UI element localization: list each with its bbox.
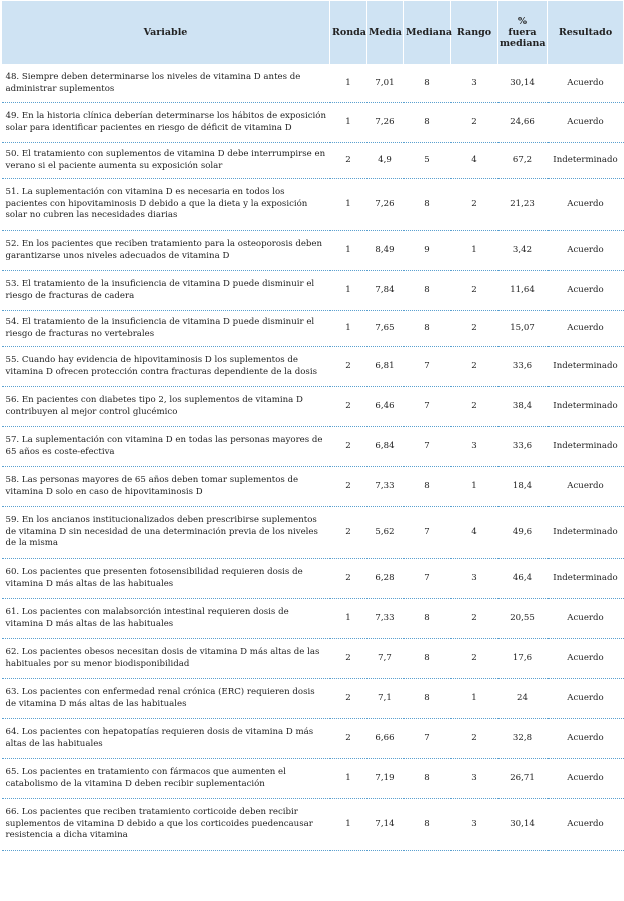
cell-mediana: 8 [404, 467, 451, 507]
table-row [2, 271, 624, 311]
cell-fuera: 30,14 [498, 799, 548, 851]
cell-fuera: 49,6 [498, 507, 548, 559]
header-fuera-line3: mediana [500, 38, 546, 49]
cell-mediana: 9 [404, 231, 451, 271]
cell-resultado: Acuerdo [548, 65, 624, 103]
cell-ronda: 1 [330, 65, 367, 103]
cell-mediana: 8 [404, 679, 451, 719]
cell-mediana: 8 [404, 179, 451, 231]
cell-mediana: 7 [404, 347, 451, 387]
cell-variable: 51. La suplementación con vitamina D es necesaria en todos los pacientes con hipovitaminosis D debido a que la dieta y la exposición solar no cubren las necesidades diarias [2, 179, 330, 231]
table-row [2, 179, 624, 231]
cell-fuera: 3,42 [498, 231, 548, 271]
cell-fuera: 20,55 [498, 599, 548, 639]
cell-variable: 57. La suplementación con vitamina D en todas las personas mayores de 65 años es coste-efectiva [2, 427, 330, 467]
cell-rango: 3 [451, 799, 498, 851]
cell-media: 7,65 [367, 311, 404, 347]
header-fuera-line2: fuera [508, 27, 537, 38]
header-media: Media [367, 1, 404, 65]
cell-rango: 3 [451, 65, 498, 103]
cell-resultado: Acuerdo [548, 231, 624, 271]
cell-fuera: 26,71 [498, 759, 548, 799]
table-row [2, 599, 624, 639]
cell-media: 8,49 [367, 231, 404, 271]
cell-ronda: 2 [330, 719, 367, 759]
cell-mediana: 7 [404, 719, 451, 759]
header-fuera-line1: % [517, 16, 528, 27]
cell-resultado: Acuerdo [548, 679, 624, 719]
cell-rango: 2 [451, 639, 498, 679]
cell-ronda: 1 [330, 311, 367, 347]
cell-variable: 58. Las personas mayores de 65 años deben tomar suplementos de vitamina D solo en caso de hipovitaminosis D [2, 467, 330, 507]
header-resultado: Resultado [548, 1, 624, 65]
cell-fuera: 17,6 [498, 639, 548, 679]
cell-media: 4,9 [367, 143, 404, 179]
cell-resultado: Indeterminado [548, 559, 624, 599]
cell-ronda: 1 [330, 179, 367, 231]
cell-fuera: 30,14 [498, 65, 548, 103]
cell-fuera: 46,4 [498, 559, 548, 599]
table-row [2, 231, 624, 271]
cell-mediana: 7 [404, 427, 451, 467]
cell-ronda: 2 [330, 559, 367, 599]
cell-ronda: 2 [330, 679, 367, 719]
cell-rango: 1 [451, 231, 498, 271]
cell-rango: 3 [451, 759, 498, 799]
cell-fuera: 18,4 [498, 467, 548, 507]
cell-media: 7,7 [367, 639, 404, 679]
cell-mediana: 8 [404, 65, 451, 103]
cell-fuera: 11,64 [498, 271, 548, 311]
cell-mediana: 8 [404, 639, 451, 679]
header-rango: Rango [451, 1, 498, 65]
cell-media: 7,1 [367, 679, 404, 719]
cell-ronda: 1 [330, 231, 367, 271]
cell-media: 6,46 [367, 387, 404, 427]
cell-resultado: Acuerdo [548, 599, 624, 639]
cell-rango: 2 [451, 599, 498, 639]
table-row [2, 679, 624, 719]
cell-mediana: 7 [404, 387, 451, 427]
cell-resultado: Indeterminado [548, 427, 624, 467]
table-body [2, 65, 624, 851]
cell-ronda: 1 [330, 103, 367, 143]
cell-fuera: 38,4 [498, 387, 548, 427]
cell-resultado: Acuerdo [548, 103, 624, 143]
table-row [2, 103, 624, 143]
cell-media: 7,33 [367, 467, 404, 507]
table-row [2, 347, 624, 387]
cell-rango: 1 [451, 679, 498, 719]
cell-media: 7,14 [367, 799, 404, 851]
header-mediana: Mediana [404, 1, 451, 65]
header-ronda: Ronda [330, 1, 367, 65]
cell-rango: 3 [451, 559, 498, 599]
cell-media: 7,19 [367, 759, 404, 799]
cell-resultado: Acuerdo [548, 799, 624, 851]
cell-variable: 48. Siempre deben determinarse los niveles de vitamina D antes de administrar suplementos [2, 65, 330, 103]
cell-ronda: 2 [330, 507, 367, 559]
table-row [2, 559, 624, 599]
cell-variable: 64. Los pacientes con hepatopatías requieren dosis de vitamina D más altas de las habituales [2, 719, 330, 759]
cell-ronda: 1 [330, 599, 367, 639]
cell-rango: 2 [451, 387, 498, 427]
results-table [1, 0, 624, 851]
cell-mediana: 8 [404, 599, 451, 639]
cell-resultado: Indeterminado [548, 387, 624, 427]
cell-fuera: 24,66 [498, 103, 548, 143]
cell-variable: 63. Los pacientes con enfermedad renal crónica (ERC) requieren dosis de vitamina D más altas de las habituales [2, 679, 330, 719]
cell-resultado: Acuerdo [548, 271, 624, 311]
cell-variable: 53. El tratamiento de la insuficiencia de vitamina D puede disminuir el riesgo de fracturas de cadera [2, 271, 330, 311]
cell-fuera: 24 [498, 679, 548, 719]
cell-media: 7,01 [367, 65, 404, 103]
cell-resultado: Acuerdo [548, 467, 624, 507]
cell-mediana: 8 [404, 271, 451, 311]
cell-media: 6,28 [367, 559, 404, 599]
table-row [2, 143, 624, 179]
cell-variable: 49. En la historia clínica deberían determinarse los hábitos de exposición solar para identificar pacientes en riesgo de déficit de vitamina D [2, 103, 330, 143]
cell-fuera: 33,6 [498, 347, 548, 387]
cell-resultado: Acuerdo [548, 759, 624, 799]
cell-ronda: 2 [330, 639, 367, 679]
table-row [2, 427, 624, 467]
cell-resultado: Acuerdo [548, 179, 624, 231]
cell-mediana: 8 [404, 759, 451, 799]
cell-resultado: Acuerdo [548, 311, 624, 347]
cell-resultado: Indeterminado [548, 143, 624, 179]
table-row [2, 639, 624, 679]
cell-ronda: 2 [330, 387, 367, 427]
cell-variable: 59. En los ancianos institucionalizados deben prescribirse suplementos de vitamina D sin necesidad de una determinación previa de los niveles de la misma [2, 507, 330, 559]
table-row [2, 719, 624, 759]
header-variable: Variable [2, 1, 330, 65]
cell-ronda: 1 [330, 271, 367, 311]
header-row [2, 1, 624, 65]
cell-media: 6,84 [367, 427, 404, 467]
cell-media: 6,81 [367, 347, 404, 387]
table-row [2, 507, 624, 559]
cell-media: 7,84 [367, 271, 404, 311]
cell-ronda: 2 [330, 427, 367, 467]
cell-mediana: 7 [404, 559, 451, 599]
table-row [2, 311, 624, 347]
table-row [2, 467, 624, 507]
cell-ronda: 2 [330, 467, 367, 507]
cell-variable: 54. El tratamiento de la insuficiencia de vitamina D puede disminuir el riesgo de fracturas no vertebrales [2, 311, 330, 347]
cell-rango: 2 [451, 103, 498, 143]
cell-ronda: 1 [330, 759, 367, 799]
cell-media: 7,33 [367, 599, 404, 639]
cell-resultado: Acuerdo [548, 719, 624, 759]
header-fuera-mediana [498, 1, 548, 65]
cell-variable: 60. Los pacientes que presenten fotosensibilidad requieren dosis de vitamina D más altas de las habituales [2, 559, 330, 599]
cell-rango: 2 [451, 271, 498, 311]
table-row [2, 759, 624, 799]
cell-variable: 66. Los pacientes que reciben tratamiento corticoide deben recibir suplementos de vitamina D debido a que los corticoides puedencausar resistencia a dicha vitamina [2, 799, 330, 851]
cell-resultado: Indeterminado [548, 347, 624, 387]
cell-mediana: 8 [404, 311, 451, 347]
cell-variable: 50. El tratamiento con suplementos de vitamina D debe interrumpirse en verano si el paciente aumenta su exposición solar [2, 143, 330, 179]
cell-media: 5,62 [367, 507, 404, 559]
cell-variable: 56. En pacientes con diabetes tipo 2, los suplementos de vitamina D contribuyen al mejor control glucémico [2, 387, 330, 427]
cell-fuera: 15,07 [498, 311, 548, 347]
cell-resultado: Acuerdo [548, 639, 624, 679]
cell-fuera: 33,6 [498, 427, 548, 467]
cell-variable: 55. Cuando hay evidencia de hipovitaminosis D los suplementos de vitamina D ofrecen protección contra fracturas dependiente de la dosis [2, 347, 330, 387]
cell-resultado: Indeterminado [548, 507, 624, 559]
cell-rango: 2 [451, 311, 498, 347]
cell-rango: 3 [451, 427, 498, 467]
table-row [2, 65, 624, 103]
cell-rango: 2 [451, 719, 498, 759]
cell-rango: 4 [451, 143, 498, 179]
table-row [2, 799, 624, 851]
cell-variable: 65. Los pacientes en tratamiento con fármacos que aumenten el catabolismo de la vitamina D deben recibir suplementación [2, 759, 330, 799]
cell-mediana: 7 [404, 507, 451, 559]
cell-ronda: 2 [330, 347, 367, 387]
cell-media: 6,66 [367, 719, 404, 759]
cell-media: 7,26 [367, 179, 404, 231]
cell-mediana: 8 [404, 799, 451, 851]
cell-mediana: 8 [404, 103, 451, 143]
cell-variable: 61. Los pacientes con malabsorción intestinal requieren dosis de vitamina D más altas de las habituales [2, 599, 330, 639]
cell-fuera: 32,8 [498, 719, 548, 759]
cell-fuera: 21,23 [498, 179, 548, 231]
cell-mediana: 5 [404, 143, 451, 179]
cell-fuera: 67,2 [498, 143, 548, 179]
cell-rango: 2 [451, 347, 498, 387]
cell-rango: 4 [451, 507, 498, 559]
cell-media: 7,26 [367, 103, 404, 143]
cell-rango: 1 [451, 467, 498, 507]
cell-ronda: 1 [330, 799, 367, 851]
cell-ronda: 2 [330, 143, 367, 179]
cell-rango: 2 [451, 179, 498, 231]
cell-variable: 52. En los pacientes que reciben tratamiento para la osteoporosis deben garantizarse unos niveles adecuados de vitamina D [2, 231, 330, 271]
cell-variable: 62. Los pacientes obesos necesitan dosis de vitamina D más altas de las habituales por su menor biodisponibilidad [2, 639, 330, 679]
table-row [2, 387, 624, 427]
